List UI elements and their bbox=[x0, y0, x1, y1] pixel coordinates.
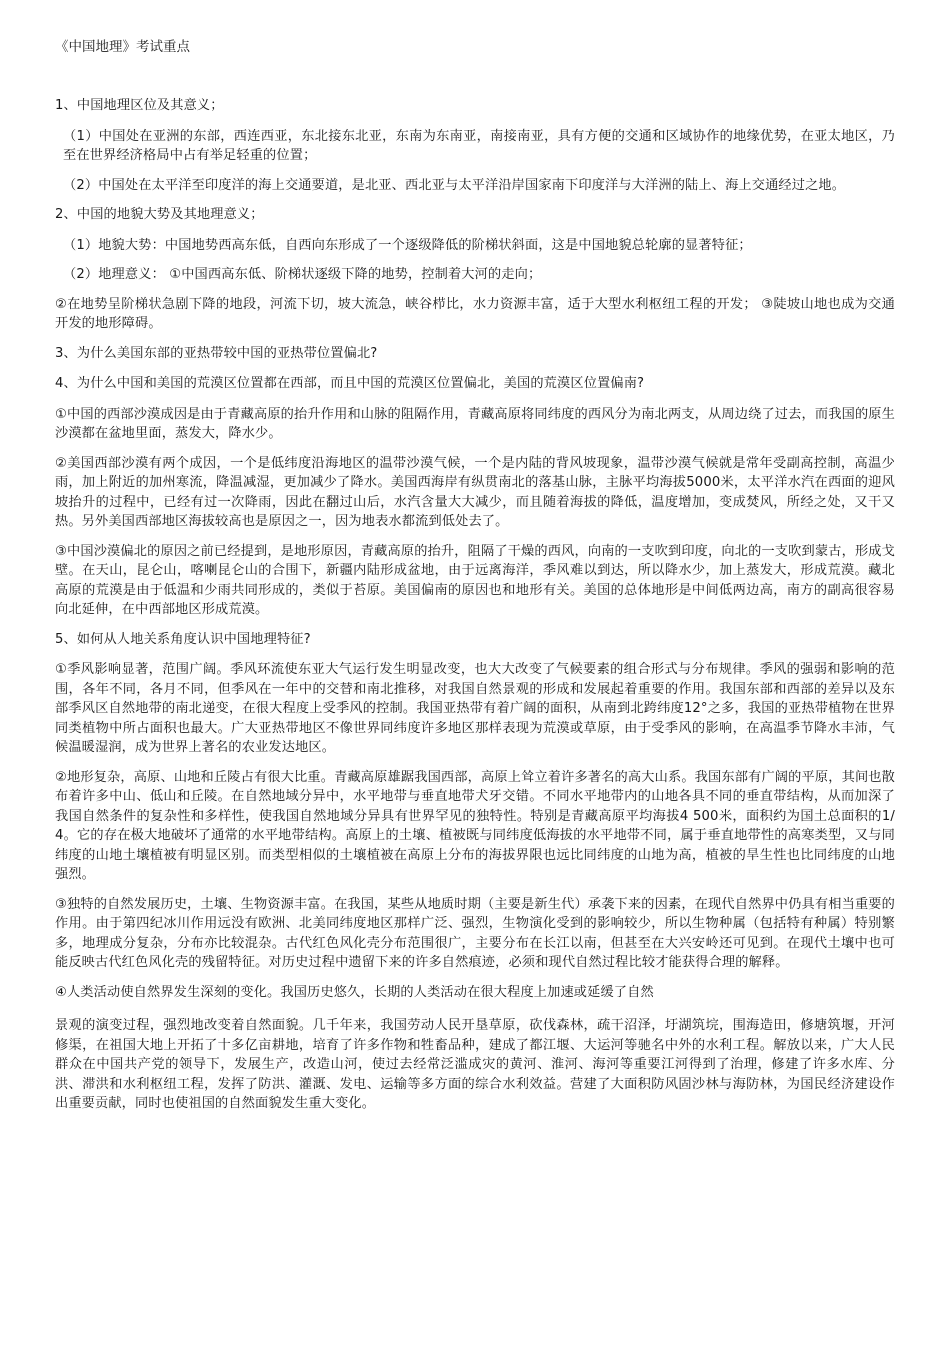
document-page bbox=[55, 38, 895, 1124]
body-paragraph: ②地形复杂，高原、山地和丘陵占有很大比重。青藏高原雄踞我国西部，高原上耸立着许多著名的高大山系。我国东部有广阔的平原，其间也散布着许多中山、低山和丘陵。在自然地域分异中，水平地带与垂直地带犬牙交错。不同水平地带内的山地各具不同的垂直带结构，从而加深了我国自然条件的复杂性和多样性，使我国自然地域分异具有世界罕见的独特性。特别是青藏高原平均海拔4 500米，面积约为国土总面积的1/4。它的存在极大地破坏了通常的水平地带结构。高原上的土壤、植被既与同纬度低海拔的水平地带不同，属于垂直地带性的高寒类型，又与同纬度的山地土壤植被有明显区别。而类型相似的土壤植被在高原上分布的海拔界限也远比同纬度的山地为高，植被的旱生性也比同纬度的山地强烈。 bbox=[55, 769, 895, 882]
body-paragraph: 景观的演变过程，强烈地改变着自然面貌。几千年来，我国劳动人民开垦草原，砍伐森林，疏干沼泽，圩湖筑垸，围海造田，修塘筑堰，开河修渠，在祖国大地上开拓了十多亿亩耕地，培育了许多作物和牲畜品种，建成了都江堰、大运河等驰名中外的水利工程。解放以来，广大人民群众在中国共产党的领导下，发展生产，改造山河，使过去经常泛滥成灾的黄河、淮河、海河等重要江河得到了治理，修建了许多水库、分洪、滞洪和水利枢纽工程，发挥了防洪、灌溉、发电、运输等多方面的综合水利效益。营建了大面积防风固沙林与海防林，为国民经济建设作出重要贡献，同时也使祖国的自然面貌发生重大变化。 bbox=[55, 1018, 895, 1111]
body-paragraph: ③中国沙漠偏北的原因之前已经提到，是地形原因，青藏高原的抬升，阻隔了干燥的西风，向南的一支吹到印度，向北的一支吹到蒙古，形成戈壁。在天山，昆仑山，喀喇昆仑山的合围下，新疆内陆形成盆地，由于远离海洋，季风难以到达，所以降水少，加上蒸发大，形成荒漠。藏北高原的荒漠是由于低温和少雨共同形成的，类似于苔原。美国偏南的原因也和地形有关。美国的总体地形是中间低两边高，南方的副高很容易向北延伸，在中西部地区形成荒漠。 bbox=[55, 543, 895, 617]
section-heading: 2、中国的地貌大势及其地理意义； bbox=[55, 207, 264, 222]
body-paragraph: ①中国的西部沙漠成因是由于青藏高原的抬升作用和山脉的阻隔作用，青藏高原将同纬度的西风分为南北两支，从周边绕了过去，而我国的原生沙漠都在盆地里面，蒸发大，降水少。 bbox=[55, 406, 895, 441]
sub-paragraph: （1）中国处在亚洲的东部，西连西亚，东北接东北亚，东南为东南亚，南接南亚，具有方便的交通和区域协作的地缘优势，在亚太地区，乃至在世界经济格局中占有举足轻重的位置； bbox=[63, 128, 895, 163]
body-paragraph: ②在地势呈阶梯状急剧下降的地段，河流下切，坡大流急，峡谷栉比，水力资源丰富，适于大型水利枢纽工程的开发； ③陡坡山地也成为交通开发的地形障碍。 bbox=[55, 296, 895, 331]
section-heading: 3、为什么美国东部的亚热带较中国的亚热带位置偏北? bbox=[55, 345, 378, 361]
sub-paragraph: （2）地理意义： ①中国西高东低、阶梯状逐级下降的地势，控制着大河的走向； bbox=[63, 267, 542, 282]
sub-paragraph: （1）地貌大势：中国地势西高东低，自西向东形成了一个逐级降低的阶梯状斜面，这是中国地貌总轮廓的显著特征； bbox=[63, 237, 752, 253]
document-title: 《中国地理》考试重点 bbox=[55, 39, 190, 55]
sub-paragraph: （2）中国处在太平洋至印度洋的海上交通要道，是北亚、西北亚与太平洋沿岸国家南下印度洋与大洋洲的陆上、海上交通经过之地。 bbox=[63, 177, 846, 193]
body-paragraph: ①季风影响显著，范围广阔。季风环流使东亚大气运行发生明显改变，也大大改变了气候要素的组合形式与分布规律。季风的强弱和影响的范围，各年不同，各月不同，但季风在一年中的交替和南北推移，对我国自然景观的形成和发展起着重要的作用。我国东部和西部的差异以及东部季风区自然地带的南北递变，在很大程度上受季风的控制。我国亚热带有着广阔的面积，从南到北跨纬度12°之多，我国的亚热带植物在世界同类植物中所占面积也最大。广大亚热带地区不像世界同纬度许多地区那样表现为荒漠或草原，由于受季风的影响，在高温季节降水丰沛，气候温暖湿润，成为世界上著名的农业发达地区。 bbox=[55, 662, 895, 755]
body-paragraph: ③独特的自然发展历史，土壤、生物资源丰富。在我国，某些从地质时期（主要是新生代）承袭下来的因素，在现代自然界中仍具有相当重要的作用。由于第四纪冰川作用远没有欧洲、北美同纬度地区那样广泛、强烈，生物演化受到的影响较少，所以生物种属（包括特有种属）特别繁多，地理成分复杂，分布亦比较混杂。古代红色风化壳分布范围很广，主要分布在长江以南，但甚至在大兴安岭还可见到。在现代土壤中也可能反映古代红色风化壳的残留特征。对历史过程中遗留下来的许多自然痕迹，必须和现代自然过程比较才能获得合理的解释。 bbox=[55, 896, 895, 970]
body-paragraph: ②美国西部沙漠有两个成因，一个是低纬度沿海地区的温带沙漠气候，一个是内陆的背风坡现象，温带沙漠气候就是常年受副高控制，高温少雨，加上附近的加州寒流，降温减湿，更加减少了降水。美国西海岸有纵贯南北的落基山脉，主脉平均海拔5000米，太平洋水汽在西面的迎风坡抬升的过程中，已经有过一次降雨，因此在翻过山后，水汽含量大大减少，而且随着海拔的降低，温度增加，变成焚风，所经之处，又干又热。另外美国西部地区海拔较高也是原因之一，因为地表水都流到低处去了。 bbox=[55, 455, 895, 529]
section-heading: 4、为什么中国和美国的荒漠区位置都在西部，而且中国的荒漠区位置偏北，美国的荒漠区位置偏南? bbox=[55, 376, 645, 391]
body-paragraph: ④人类活动使自然界发生深刻的变化。我国历史悠久，长期的人类活动在很大程度上加速或延缓了自然 bbox=[55, 984, 654, 1000]
section-heading: 5、如何从人地关系角度认识中国地理特征? bbox=[55, 631, 311, 647]
document-body bbox=[55, 96, 895, 1114]
section-heading: 1、中国地理区位及其意义； bbox=[55, 98, 224, 113]
